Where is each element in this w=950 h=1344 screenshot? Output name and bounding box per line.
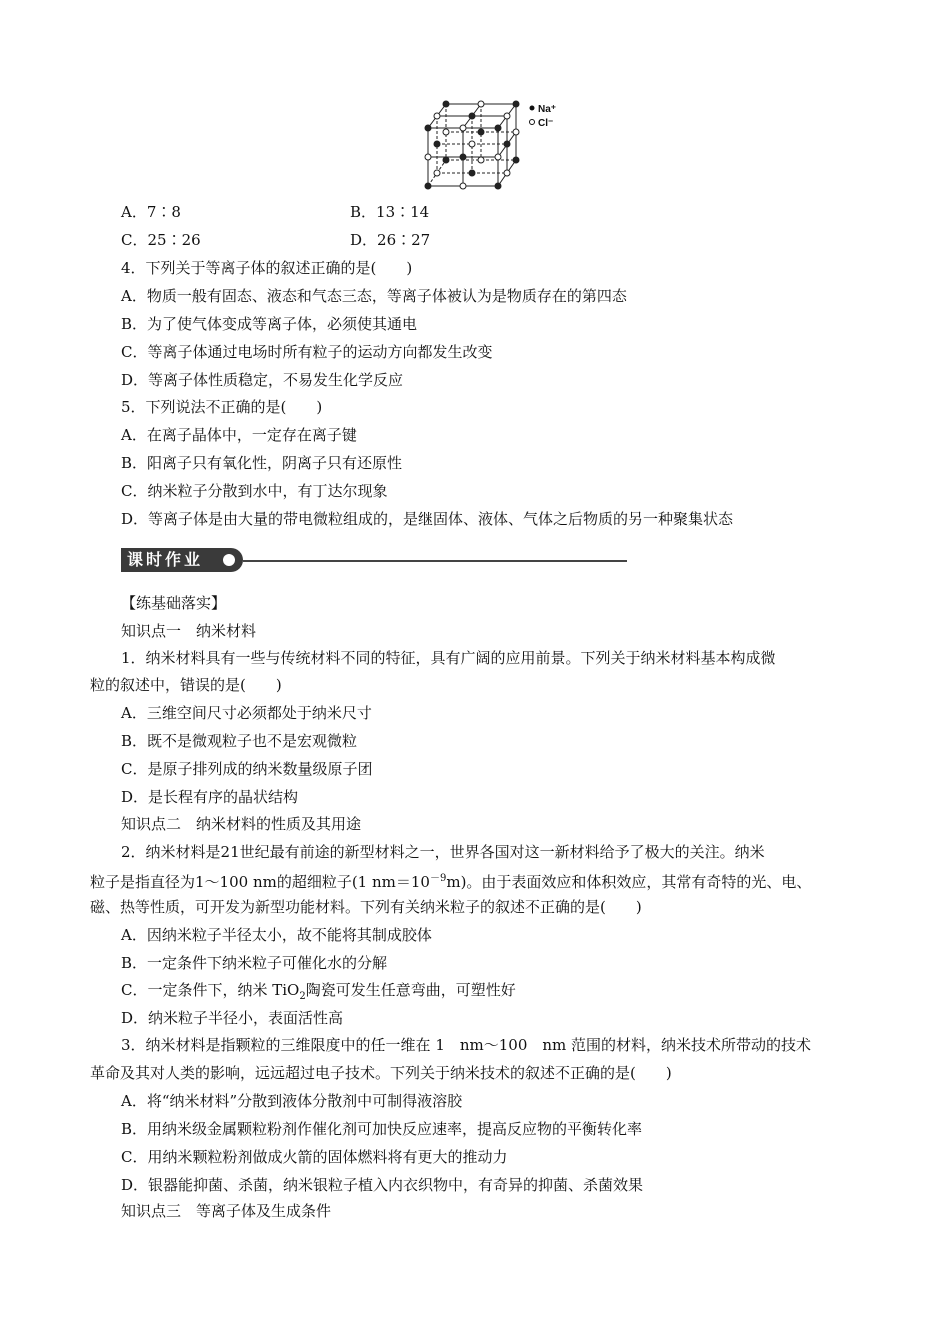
knowledge-point-3: 知识点三 等离子体及生成条件	[121, 1202, 332, 1220]
header-dot-icon	[223, 554, 235, 566]
p1-stem-line1: 1．纳米材料具有一些与传统材料不同的特征，具有广阔的应用前景。下列关于纳米材料基本构成微	[121, 649, 776, 667]
q5-option-a: A．在离子晶体中，一定存在离子键	[121, 426, 357, 444]
p1-option-c: C．是原子排列成的纳米数量级原子团	[121, 760, 373, 778]
q4-option-d: D．等离子体性质稳定，不易发生化学反应	[121, 371, 404, 389]
p3-option-c: C．用纳米颗粒粉剂做成火箭的固体燃料将有更大的推动力	[121, 1148, 508, 1166]
p2-stem-line2: 粒子是指直径为1～100 nm的超细粒子(1 $nm=10^{-9}m$)。由于表面效应和体积效应，其常有奇特的光、电、	[90, 873, 812, 891]
p3-option-b: B．用纳米级金属颗粒粉剂作催化剂可加快反应速率，提高反应物的平衡转化率	[121, 1120, 643, 1138]
q3-option-a: A．7∶8	[121, 203, 181, 221]
nacl-crystal-diagram	[420, 98, 570, 198]
q3-option-c: C．25∶26	[121, 231, 201, 249]
practice-title: 【练基础落实】	[121, 594, 227, 612]
p1-stem-line2: 粒的叙述中，错误的是( )	[90, 676, 282, 694]
q4-option-c: C．等离子体通过电场时所有粒子的运动方向都发生改变	[121, 343, 493, 361]
p3-stem-line2: 革命及其对人类的影响，远远超过电子技术。下列关于纳米技术的叙述不正确的是( )	[90, 1064, 672, 1082]
p3-stem-line1: 3．纳米材料是指颗粒的三维限度中的任一维在 1 nm～100 nm 范围的材料，纳米技术所带动的技术	[121, 1036, 812, 1054]
legend-na-label: Na⁺	[538, 104, 557, 115]
q3-option-d: D．26∶27	[350, 231, 431, 249]
p2-stem-line3: 磁、热等性质，可开发为新型功能材料。下列有关纳米粒子的叙述不正确的是( )	[90, 898, 642, 916]
knowledge-point-2: 知识点二 纳米材料的性质及其用途	[121, 815, 362, 833]
q5-option-d: D．等离子体是由大量的带电微粒组成的，是继固体、液体、气体之后物质的另一种聚集状态	[121, 510, 734, 528]
p2-option-a: A．因纳米粒子半径太小，故不能将其制成胶体	[121, 926, 432, 944]
p2-option-b: B．一定条件下纳米粒子可催化水的分解	[121, 954, 388, 972]
p1-option-b: B．既不是微观粒子也不是宏观微粒	[121, 732, 358, 750]
q4-stem: 4．下列关于等离子体的叙述正确的是( )	[121, 259, 413, 277]
legend-cl-label: Cl⁻	[538, 118, 554, 129]
q5-stem: 5．下列说法不正确的是( )	[121, 398, 323, 416]
p3-option-d: D．银器能抑菌、杀菌，纳米银粒子植入内衣织物中，有奇异的抑菌、杀菌效果	[121, 1176, 644, 1194]
p3-option-a: A．将“纳米材料”分散到液体分散剂中可制得液溶胶	[121, 1092, 463, 1110]
p2-option-d: D．纳米粒子半径小，表面活性高	[121, 1009, 344, 1027]
p1-option-a: A．三维空间尺寸必须都处于纳米尺寸	[121, 704, 372, 722]
q5-option-b: B．阳离子只有氧化性，阴离子只有还原性	[121, 454, 403, 472]
q5-option-c: C．纳米粒子分散到水中，有丁达尔现象	[121, 482, 388, 500]
p2-option-c: C．一定条件下，纳米 TiO$_2$陶瓷可发生任意弯曲，可塑性好	[121, 981, 516, 1002]
p2-stem-line1: 2．纳米材料是21世纪最有前途的新型材料之一，世界各国对这一新材料给予了极大的关注。纳米	[121, 843, 765, 861]
q3-option-b: B．13∶14	[350, 203, 430, 221]
knowledge-point-1: 知识点一 纳米材料	[121, 622, 257, 640]
header-rule	[243, 560, 627, 562]
q4-option-b: B．为了使气体变成等离子体，必须使其通电	[121, 315, 418, 333]
p1-option-d: D．是长程有序的晶状结构	[121, 788, 299, 806]
section-header	[121, 546, 511, 574]
q4-option-a: A．物质一般有固态、液态和气态三态，等离子体被认为是物质存在的第四态	[121, 287, 627, 305]
section-header-label: 课时作业	[121, 548, 243, 572]
